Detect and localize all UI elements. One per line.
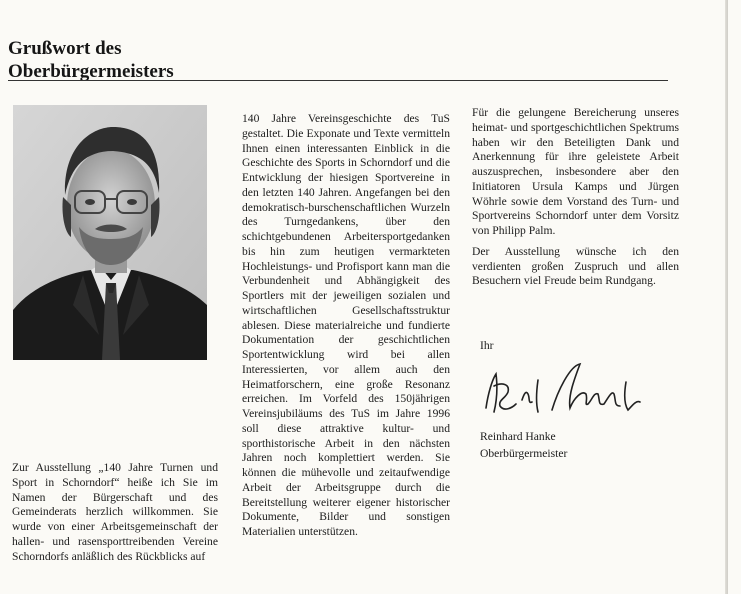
signer-role: Oberbürgermeister <box>480 447 568 460</box>
body-paragraph: 140 Jahre Vereinsgeschichte des TuS gestaltet. Die Exponate und Texte vermitteln Ihnen einen interessanten Einblick in die Geschichte des Sports in Schorndorf und die Entwicklung der hiesigen Sportvereine in den letzten 140 Jahren. Angefangen bei den demokratisch-burschenschaftlichen Wurzeln des Turngedankens, über den schichtgebundenen Arbeitersportgedanken bis hin zum heutigen vermarkteten Hochleistungs- und Profisport kann man die Verbundenheit und Abhängigkeit des Sportlers mit der jeweiligen sozialen und wirtschaftlichen Gesellschaftsstruktur ablesen. Diese materialreiche und fundierte Dokumentation der geschichtlichen Sportentwicklung wird bei allen Interessierten, vor allem auch den Heimatforschern, eine große Resonanz erreichen. Im Vorfeld des 150jährigen Vereinsjubiläums des TuS im Jahre 1996 soll diese attraktive kultur- und sporthistorische Arbeit in den nächsten Jahren noch komplettiert werden. Sie können die mühevolle und zeitaufwendige Arbeit der Arbeitsgruppe durch die Bereitstellung weiterer eigener historischer Dokumente, Bilder und sonstigen Materialien unterstützen. <box>242 112 450 538</box>
body-column-left <box>12 461 218 564</box>
body-paragraph: Für die gelungene Bereicherung unseres heimat- und sportgeschichtlichen Spektrums haben wir den Beteiligten Dank und Anerkennung für ihre geleistete Arbeit auszusprechen, insbesondere aber den Initiatoren Ursula Kamps und Jürgen Wöhrle sowie dem Vorstand des Turn- und Sportvereins Schorndorf unter dem Vorsitz von Philipp Palm. <box>472 106 679 237</box>
body-paragraph: Zur Ausstellung „140 Jahre Turnen und Sport in Schorndorf“ heiße ich Sie im Namen der Bürgerschaft und des Gemeinderats herzlich willkommen. Sie wurde von einer Arbeitsgemeinschaft der hallen- und rasensporttreibenden Vereine Schorndorfs anläßlich des Rückblicks auf <box>12 461 218 563</box>
title-line-2: Oberbürgermeisters <box>8 61 174 82</box>
signer-name: Reinhard Hanke <box>480 430 556 443</box>
title-line-1: Grußwort des <box>8 38 122 59</box>
body-column-right <box>472 106 679 289</box>
portrait-photo-icon <box>13 105 207 360</box>
signer-block <box>480 428 567 462</box>
closing-salutation: Ihr <box>480 339 494 352</box>
body-column-middle <box>242 112 450 540</box>
body-paragraph: Der Ausstellung wünsche ich den verdienten großen Zuspruch und allen Besuchern viel Freude beim Rundgang. <box>472 244 679 288</box>
title-divider <box>8 80 668 81</box>
page-edge-shadow <box>725 0 728 594</box>
page-title <box>8 37 174 83</box>
portrait-photo <box>13 105 207 360</box>
handwritten-signature-icon <box>478 360 648 422</box>
